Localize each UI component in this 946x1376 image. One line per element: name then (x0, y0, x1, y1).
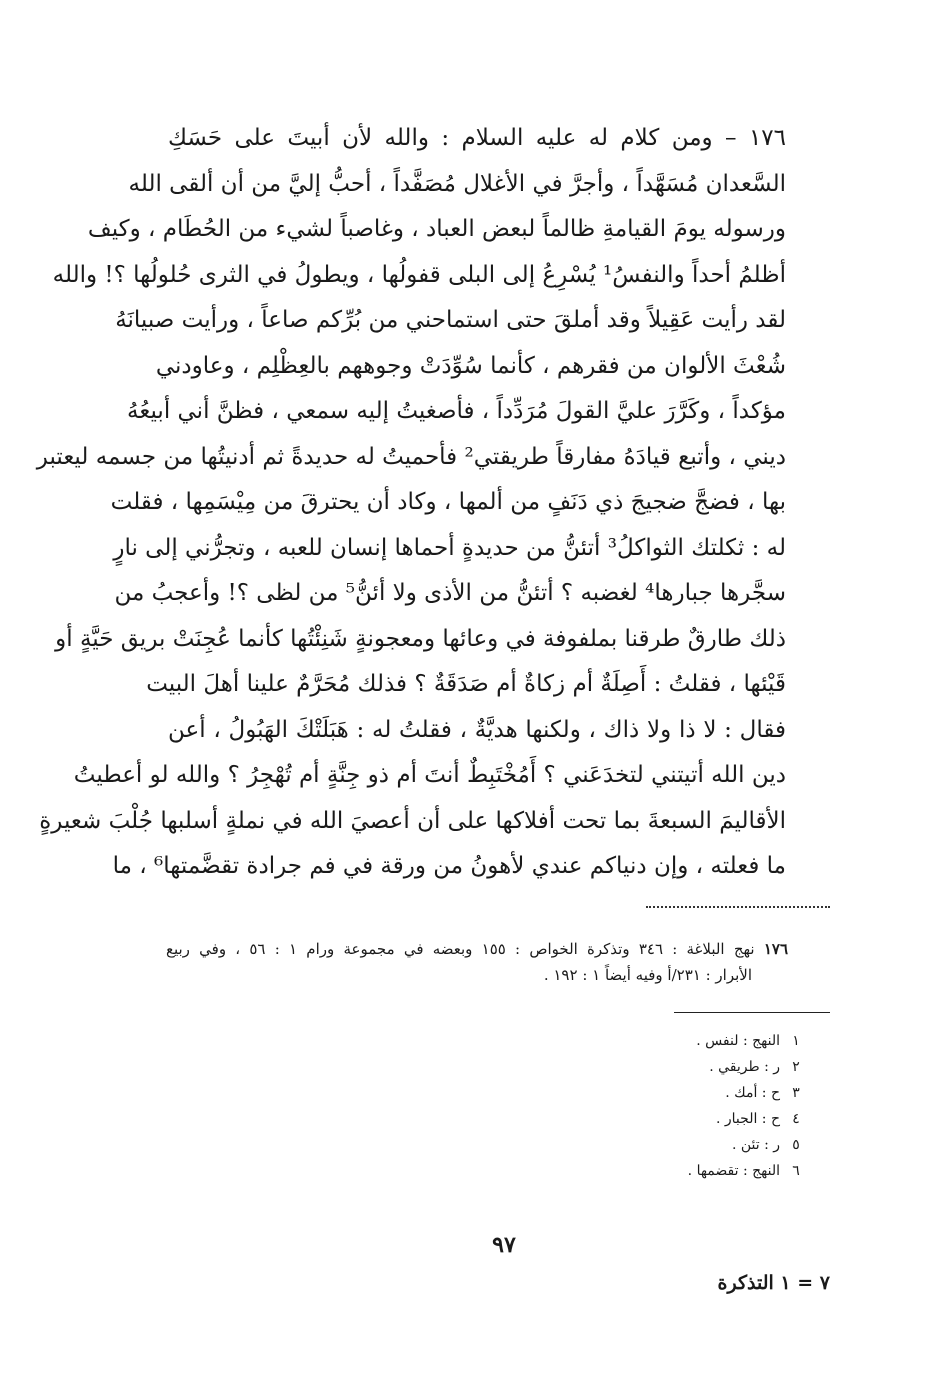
footnote-rule (674, 1012, 830, 1013)
text-line: ديني ، وأتبع قيادَهُ مفارقاً طريقتي² فأحميتُ له حديدةً ثم أدنيتُها من جسمه ليعتبر (36, 443, 786, 470)
text-line: شُعْثَ الألوان من فقرهم ، كأنما سُوِّدَتْ وجوههم بالعِظْلِم ، وعاودني (155, 352, 786, 379)
dotted-separator (646, 906, 830, 912)
footnote-number: ١ (792, 1033, 800, 1049)
footnote-number: ٢ (792, 1059, 800, 1075)
footnote (560, 1054, 812, 1080)
text-line: قَيْئها ، فقلتُ : أَصِلَةٌ أم زكاةٌ أم صَدَقَةٌ ؟ فذلك مُحَرَّمٌ علينا أهلَ البيت (146, 671, 786, 697)
text-line: أظلمُ أحداً والنفسُ¹ يُسْرِعُ إلى البلى قفولُها ، ويطولُ في الثرى حُلولُها ؟! والله (52, 261, 786, 288)
main-text (36, 116, 786, 890)
source-note-line (166, 936, 788, 962)
text-line: لقد رأيت عَقِيلاً وقد أملقَ حتى استماحني من بُرِّكم صاعاً ، ورأيت صبيانَهُ (115, 307, 786, 333)
text-line: ١٧٦ – ومن كلام له عليه السلام : والله لأن أبيتَ على حَسَكِ (168, 125, 786, 151)
text-line: الأقاليمَ السبعةَ بما تحت أفلاكها على أن أعصيَ الله في نملةٍ أسلبها جُلْبَ شعيرةٍ (39, 807, 786, 834)
text-line: دين الله أتيتني لتخدَعَني ؟ أَمُخْتَبِطٌ أنتَ أم ذو جِنَّةٍ أم تُهْجِرُ ؟ والله لو أعطيتُ (73, 762, 786, 788)
source-note-line: الأبرار : ٢٣١/أ وفيه أيضاً ١ : ١٩٢ . (543, 966, 752, 984)
signature-mark: ٧ = ١ التذكرة (717, 1272, 830, 1294)
text-line: ورسوله يومَ القيامةِ ظالماً لبعض العباد ، وغاصباً لشيء من الحُطَام ، وكيف (87, 216, 786, 242)
source-note-text: نهج البلاغة : ٣٤٦ وتذكرة الخواص : ١٥٥ وبعضه في مجموعة ورام ١ : ٥٦ ، وفي ربيع (166, 940, 755, 958)
text-line: ذلك طارقٌ طرقنا بملفوفة في وعائها ومعجونةٍ شَنِئْتُها كأنما عُجِنَتْ بريق حَيَّةٍ أو (55, 625, 786, 652)
text-line: له : ثكلتك الثواكلُ³ أتئنُّ من حديدةٍ أحماها إنسان للعبه ، وتجرُّني إلى نارٍ (113, 534, 786, 561)
footnote (560, 1028, 812, 1054)
footnote-number: ٤ (792, 1111, 800, 1127)
footnote-number: ٣ (792, 1085, 800, 1101)
text-line: ما فعلته ، وإن دنياكم عندي لأهونُ من ورقة في فم جرادة تقضَّمتها⁶ ، ما (112, 853, 786, 879)
source-note (166, 936, 788, 988)
footnote-text: ح : الجبار . (716, 1111, 780, 1127)
text-line: فقال : لا ذا ولا ذاك ، ولكنها هديَّةٌ ، فقلتُ له : هَبَلَتْكَ الهَبُولُ ، أعن (168, 716, 786, 743)
text-line: بها ، فضجَّ ضجيجَ ذي دَنَفٍ من ألمها ، وكاد أن يحترقَ من مِيْسَمِها ، فقلت (110, 489, 786, 515)
text-line: مؤكداً ، وكَرَّرَ عليَّ القولَ مُرَدِّداً ، فأصغيتُ إليه سمعي ، فظنَّ أني أبيعُهُ (127, 398, 786, 424)
footnote-text: ح : أمك . (725, 1085, 780, 1101)
footnote (560, 1132, 812, 1158)
footnote-number: ٦ (792, 1163, 800, 1179)
footnote-text: النهج : لنفس . (696, 1033, 780, 1049)
footnote (560, 1158, 812, 1184)
text-line: السَّعدان مُسَهَّداً ، وأجرَّ في الأغلال مُصَفَّداً ، أحبُّ إليَّ من أن ألقى الله (128, 170, 786, 197)
page-number: ٩٧ (492, 1232, 516, 1258)
footnotes-list (560, 1028, 812, 1184)
footnote-text: ر : تئن . (731, 1137, 780, 1153)
footnote-text: النهج : تقضمها . (687, 1163, 780, 1179)
footnote-text: ر : طريقي . (709, 1059, 780, 1075)
footnote (560, 1080, 812, 1106)
footnote-number: ٥ (792, 1137, 800, 1153)
footnote (560, 1106, 812, 1132)
text-line: سجَّرها جبارها⁴ لغضبه ؟ أتئنُّ من الأذى ولا أئنُّ⁵ من لظى ؟! وأعجبُ من (114, 580, 786, 606)
source-note-number: ١٧٦ (763, 940, 789, 958)
